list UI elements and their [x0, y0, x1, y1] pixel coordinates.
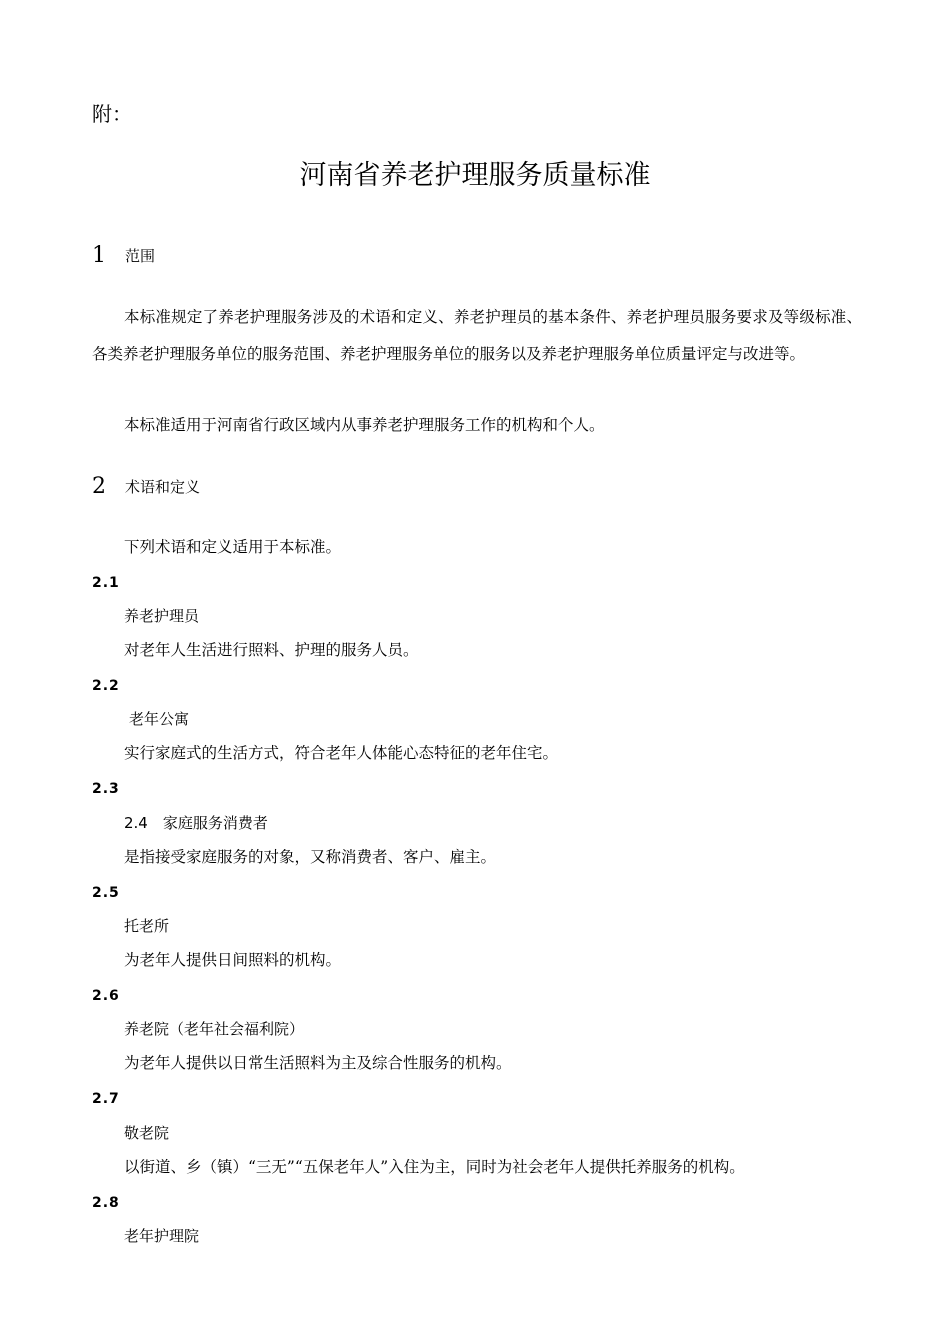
document-title: 河南省养老护理服务质量标准 [299, 160, 651, 191]
term-2-6-definition: 为老年人提供以日常生活照料为主及综合性服务的机构。 [124, 1054, 512, 1072]
section-2-number: 2 [92, 474, 106, 499]
term-2-6-number: 2.6 [92, 988, 120, 1004]
term-2-2-name: 老年公寓 [129, 710, 190, 728]
term-2-5-definition: 为老年人提供日间照料的机构。 [124, 951, 342, 969]
term-2-7-definition: 以街道、乡（镇）“三无”“五保老年人”入住为主，同时为社会老年人提供托养服务的机构。 [124, 1158, 745, 1176]
section-2-title: 术语和定义 [125, 478, 201, 496]
attachment-label: 附： [92, 102, 132, 126]
term-2-4-definition: 是指接受家庭服务的对象，又称消费者、客户、雇主。 [124, 848, 497, 866]
section-1-title: 范围 [125, 247, 156, 265]
term-2-2-number: 2.2 [92, 678, 120, 694]
term-2-5-number: 2.5 [92, 885, 120, 901]
term-2-6-name: 养老院（老年社会福利院） [124, 1020, 305, 1038]
section-1-paragraph-2: 本标准适用于河南省行政区域内从事养老护理服务工作的机构和个人。 [124, 416, 605, 434]
term-2-1-name: 养老护理员 [124, 607, 200, 625]
term-2-8-name: 老年护理院 [124, 1227, 200, 1245]
term-2-8-number: 2.8 [92, 1195, 120, 1211]
term-2-3-number: 2.3 [92, 781, 120, 797]
term-2-2-definition: 实行家庭式的生活方式，符合老年人体能心态特征的老年住宅。 [124, 744, 559, 762]
term-2-1-number: 2.1 [92, 575, 120, 591]
section-1-number: 1 [92, 243, 106, 268]
term-2-5-name: 托老所 [124, 917, 170, 935]
term-2-1-definition: 对老年人生活进行照料、护理的服务人员。 [124, 641, 419, 659]
section-2-intro: 下列术语和定义适用于本标准。 [124, 538, 342, 556]
term-2-4-name: 2.4 家庭服务消费者 [124, 814, 268, 832]
term-2-7-name: 敬老院 [124, 1124, 170, 1142]
section-1-paragraph-1: 本标准规定了养老护理服务涉及的术语和定义、养老护理员的基本条件、养老护理员服务要求及等级标准、各类养老护理服务单位的服务范围、养老护理服务单位的服务以及养老护理服务单位质量评定与改进等。 [92, 308, 862, 363]
term-2-7-number: 2.7 [92, 1091, 120, 1107]
